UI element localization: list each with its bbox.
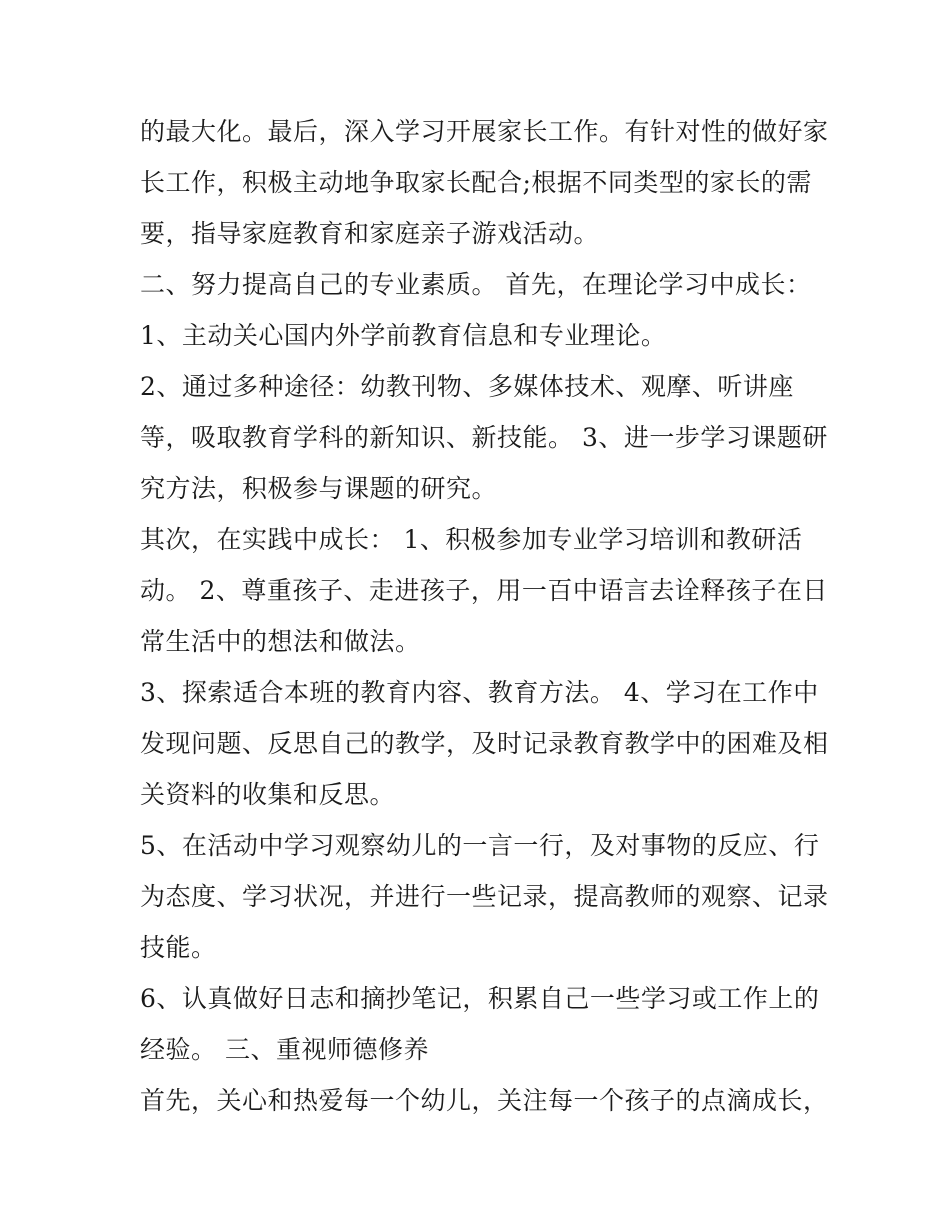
text-line: 6、认真做好日志和摘抄笔记，积累自己一些学习或工作上的: [140, 984, 820, 1013]
text-line: 3、探索适合本班的教育内容、教育方法。 4、学习在工作中: [140, 678, 819, 707]
text-line: 要，指导家庭教育和家庭亲子游戏活动。: [140, 219, 600, 248]
section-heading-line: 二、努力提高自己的专业素质。 首先，在理论学习中成长：: [140, 270, 812, 299]
text-line: 5、在活动中学习观察幼儿的一言一行，及对事物的反应、行: [140, 831, 820, 860]
text-line: 长工作，积极主动地争取家长配合;根据不同类型的家长的需: [140, 168, 812, 197]
text-line: 等，吸取教育学科的新知识、新技能。 3、进一步学习课题研: [140, 423, 828, 452]
document-body: [140, 106, 829, 1126]
text-line: 其次，在实践中成长： 1、积极参加专业学习培训和教研活: [140, 525, 803, 554]
text-line: 首先，关心和热爱每一个幼儿，关注每一个孩子的点滴成长，: [140, 1086, 829, 1115]
text-line: 的最大化。最后，深入学习开展家长工作。有针对性的做好家: [140, 117, 829, 146]
text-line: 关资料的收集和反思。: [140, 780, 396, 809]
text-line: 为态度、学习状况，并进行一些记录，提高教师的观察、记录: [140, 882, 829, 911]
text-line: 常生活中的想法和做法。: [140, 627, 421, 656]
text-line: 动。 2、尊重孩子、走进孩子，用一百中语言去诠释孩子在日: [140, 576, 828, 605]
section-heading-line: 经验。 三、重视师德修养: [140, 1035, 429, 1064]
text-line: 技能。: [140, 933, 217, 962]
text-line: 2、通过多种途径：幼教刊物、多媒体技术、观摩、听讲座: [140, 372, 794, 401]
text-line: 究方法，积极参与课题的研究。: [140, 474, 498, 503]
text-line: 1、主动关心国内外学前教育信息和专业理论。: [140, 321, 667, 350]
text-line: 发现问题、反思自己的教学，及时记录教育教学中的困难及相: [140, 729, 829, 758]
